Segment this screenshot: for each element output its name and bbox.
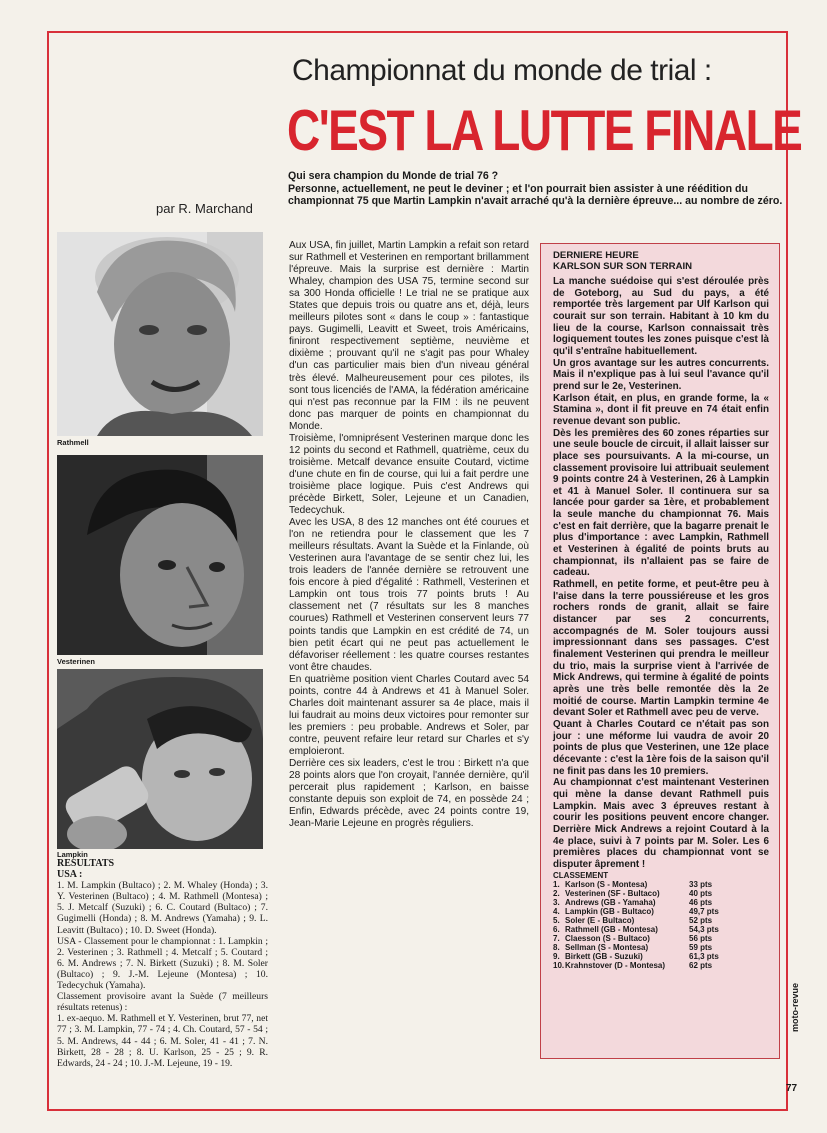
body-paragraph: Derrière ces six leaders, c'est le trou : Birkett n'a que 28 points alors que l'on croyait, l'année dernière, qu'il percerait plus rapidement ; Karlson, en baisse constante depuis son exploit de 74, en possède 24 ; Enfin, Edwards précède, avec 24 points contre 19, Jean-Marie Lejeune en progrès réguliers. — [289, 758, 529, 830]
classement-title: CLASSEMENT — [553, 871, 609, 881]
photo-caption-rathmell: Rathmell — [57, 438, 89, 447]
classement-points: 54,3 pts — [689, 925, 719, 935]
classement-points: 61,3 pts — [689, 952, 719, 962]
classement-row — [553, 916, 769, 925]
photo-lampkin — [57, 669, 263, 849]
intro-question: Qui sera champion du Monde de trial 76 ? — [288, 170, 499, 182]
results-section — [57, 858, 268, 1069]
photo-vesterinen — [57, 455, 263, 655]
results-paragraph: Classement provisoire avant la Suède (7 meilleurs résultats retenus) : — [57, 991, 268, 1014]
classement-table — [553, 871, 769, 970]
results-paragraph: 1. M. Lampkin (Bultaco) ; 2. M. Whaley (Honda) ; 3. Y. Vesterinen (Bultaco) ; 4. M. Rathmell (Montesa) ; 5. J. Metcalf (Suzuki) ; 6. C. Coutard (Bultaco) ; 7. Gugimelli (Honda) ; 8. M. Andrews (Yamaha) ; 9. L. Leavitt (Bultaco) ; 10. D. Sweet (Honda). — [57, 880, 268, 936]
sidebar-body — [553, 276, 769, 870]
body-paragraph: Avec les USA, 8 des 12 manches ont été courues et l'on ne retiendra pour le classement que les 7 meilleurs résultats. Avant la Suède et la Finlande, où Vesterinen aura l'avantage de se sentir chez lui, les trois leaders de l'année dernière se retrouvent une fois encore à pied d'égalité : Rathmell, Vesterinen et Lampkin ont tous trois 77 points bruts ! Au classement net (7 résultats sur les 8 manches courues) Rathmell et Vesterinen conservent leurs 77 points tandis que Lampkin en est crédité de 74, un bien petit écart qui ne peut pas actuellement le défavoriser réellement : les quatre courses restantes vont être chaudes. — [289, 517, 529, 673]
sidebar-paragraph: Un gros avantage sur les autres concurrents. Mais il n'explique pas à lui seul l'avance qu'il prend sur le 2e, Vesterinen. — [553, 357, 769, 392]
classement-row — [553, 943, 769, 952]
classement-rank: 4. — [553, 907, 560, 917]
classement-rank: 7. — [553, 934, 560, 944]
article-headline: C'EST LA LUTTE FINALE — [287, 97, 802, 163]
magazine-name: moto-revue — [790, 982, 800, 1032]
classement-points: 46 pts — [689, 898, 713, 908]
results-title: RESULTATS — [57, 858, 115, 869]
sidebar-kicker: DERNIERE HEURE — [553, 250, 639, 261]
classement-points: 49,7 pts — [689, 907, 719, 917]
photo-caption-vesterinen: Vesterinen — [57, 657, 95, 666]
classement-name: Andrews (GB - Yamaha) — [565, 898, 656, 908]
classement-name: Vesterinen (SF - Bultaco) — [565, 889, 660, 899]
classement-row — [553, 880, 769, 889]
classement-name: Krahnstover (D - Montesa) — [565, 961, 666, 971]
sidebar-paragraph: Dès les premières des 60 zones réparties sur une seule boucle de circuit, il allait laisser sur place ses poursuivants. A la mi-course, un classement provisoire lui attribuait seulement 9 points contre 24 à Vesterinen, 26 à Lampkin et 41 à Manuel Soler. Il continuera sur sa lancée pour garder sa 1ère, et probablement la seule manche du championnat 76. Mais c'est en fait derrière, que la bagarre prenait le plus d'importance : avec Lampkin, Rathmell et Vesterinen à égalité de points bruts au championnat, ils n'allaient pas se faire de cadeau. — [553, 427, 769, 579]
classement-rank: 2. — [553, 889, 560, 899]
sidebar-box — [540, 243, 780, 1059]
sidebar-paragraph: Rathmell, en petite forme, et peut-être peu à l'aise dans la terre poussiéreuse et les gros rochers ronds de granit, allait se faire distancer par ses 2 concurrents, accompagnés de M. Soler toujours aussi impressionnant dans ses passages. C'est finalement Vesterinen qui prendra le meilleur du trio, mais la surprise vient à l'arrivée de Mick Andrews, qui termine à égalité de points après une très belle remontée dès la 2e moitié de course. Martin Lampkin termine 4e devant Soler et Rathmell avec peu de verve. — [553, 579, 769, 719]
classement-rank: 6. — [553, 925, 560, 935]
photo-rathmell — [57, 232, 263, 436]
page-number: 77 — [786, 1083, 798, 1094]
classement-points: 40 pts — [689, 889, 713, 899]
intro-lede — [288, 170, 783, 208]
byline: par R. Marchand — [156, 201, 253, 216]
results-paragraph: 1. ex-aequo. M. Rathmell et Y. Vesterinen, brut 77, net 77 ; 3. M. Lampkin, 77 - 74 ; 4. Ch. Coutard, 57 - 54 ; 5. M. Andrews, 44 - 44 ; 6. M. Soler, 41 - 41 ; 7. N. Birkett, 28 - 28 ; 8. U. Karlson, 25 - 25 ; 9. R. Edwards, 24 - 24 ; 10. J.-M. Lejeune, 19 - 19. — [57, 1013, 268, 1069]
classement-points: 52 pts — [689, 916, 713, 926]
intro-text: Personne, actuellement, ne peut le deviner ; et l'on pourrait bien assister à une réédition du championnat 75 que Martin Lampkin n'avait arraché qu'à la dernière épreuve... au nombre de zéro. — [288, 182, 783, 207]
photo-caption-lampkin: Lampkin — [57, 850, 88, 859]
classement-rank: 5. — [553, 916, 560, 926]
classement-name: Rathmell (GB - Montesa) — [565, 925, 658, 935]
classement-points: 59 pts — [689, 943, 713, 953]
classement-name: Lampkin (GB - Bultaco) — [565, 907, 654, 917]
classement-row — [553, 898, 769, 907]
classement-points: 33 pts — [689, 880, 713, 890]
sidebar-paragraph: Karlson était, en plus, en grande forme, la « Stamina », dont il fit preuve en 74 était enfin revenue devant son public. — [553, 392, 769, 427]
sidebar-paragraph: Quant à Charles Coutard ce n'était pas son jour : une méforme lui vaudra de avoir 20 points de plus que Vesterinen, une 12e place décevante : c'est la 1ère fois de la saison qu'il ne finit pas dans les 10 premiers. — [553, 718, 769, 777]
body-paragraph: Aux USA, fin juillet, Martin Lampkin a refait son retard sur Rathmell et Vesterinen en remportant brillamment l'épreuve. Mais la surprise est dernière : Martin Whaley, champion des USA 75, termine second sur sa 300 Honda officielle ! Le trial ne se pratique aux States que depuis trois ou quatre ans et, déjà, leurs meilleurs pilotes sont « dans le coup » : fantastique pays. Gugimelli, Leavitt et Sweet, trois Américains, finiront respectivement septième, neuvième et dixième ; prouvant qu'il ne s'agit pas pour Whaley d'un cas particulier mais bien d'un niveau général très élevé. Malheureusement pour ces pilotes, ils sont tous licenciés de l'AMA, la fédération américaine qui n'est pas reconnue par la FIM : ils ne peuvent donc pas marquer de points en championnat du Monde. — [289, 240, 529, 432]
classement-row — [553, 889, 769, 898]
sidebar-paragraph: Au championnat c'est maintenant Vesterinen qui mène la danse devant Rathmell puis Lampkin. Mais avec 3 épreuves restant à courir les positions peuvent encore changer. Derrière Mick Andrews a rejoint Coutard à la 4e place, suivi à 7 points par M. Soler. Les 6 premières places du championnat vont se disputer âprement ! — [553, 777, 769, 870]
sidebar-title: KARLSON SUR SON TERRAIN — [553, 261, 693, 272]
results-subtitle: USA : — [57, 869, 83, 881]
article-supertitle: Championnat du monde de trial : — [292, 54, 712, 87]
classement-rank: 3. — [553, 898, 560, 908]
classement-points: 56 pts — [689, 934, 713, 944]
classement-name: Soler (E - Bultaco) — [565, 916, 635, 926]
classement-name: Karlson (S - Montesa) — [565, 880, 648, 890]
classement-row — [553, 934, 769, 943]
article-body — [289, 240, 529, 830]
classement-rank: 8. — [553, 943, 560, 953]
classement-name: Birkett (GB - Suzuki) — [565, 952, 643, 962]
classement-row — [553, 925, 769, 934]
classement-row — [553, 961, 769, 970]
classement-row — [553, 952, 769, 961]
results-paragraph: USA - Classement pour le championnat : 1. Lampkin ; 2. Vesterinen ; 3. Rathmell ; 4. Metcalf ; 5. Coutard ; 6. M. Andrews ; 7. N. Birkett (Suzuki) ; 8. M. Soler (Bultaco) ; 9. J.-M. Lejeune (Montesa) ; 10. Tedecychuk (Yamaha). — [57, 935, 268, 992]
classement-name: Sellman (S - Montesa) — [565, 943, 649, 953]
classement-name: Claesson (S - Bultaco) — [565, 934, 650, 944]
classement-rank: 1. — [553, 880, 560, 890]
classement-points: 62 pts — [689, 961, 713, 971]
body-paragraph: Troisième, l'omniprésent Vesterinen marque donc les 12 points du second et Rathmell, quatrième, ceux du troisième. Metcalf devance ensuite Coutard, victime d'une chute en fin de course, qui lui a fait perdre une troisième place logique. Puis c'est Andrews qui précède Birkett, Soler, Lejeune et un Canadien, Tedecychuk. — [289, 432, 529, 517]
body-paragraph: En quatrième position vient Charles Coutard avec 54 points, contre 44 à Andrews et 41 à Manuel Soler. Charles doit maintenant assurer sa 4e place, mais il lui faudrait au moins deux victoires pour remonter sur les premiers : peu probable. Andrews et Soler, par contre, peuvent refaire leur retard sur Charles et s'y emploieront. — [289, 673, 529, 757]
classement-row — [553, 907, 769, 916]
classement-rank: 10. — [553, 961, 565, 971]
sidebar-paragraph: La manche suédoise qui s'est déroulée près de Goteborg, au Sud du pays, a été remportée très largement par Ulf Karlson qui courait sur son terrain. Habitant à 10 km du lieu de la course, Karlson connaissait très logiquement toutes les zones puisque c'est là qu'il s'entraîne habituellement. — [553, 276, 769, 357]
classement-rank: 9. — [553, 952, 560, 962]
